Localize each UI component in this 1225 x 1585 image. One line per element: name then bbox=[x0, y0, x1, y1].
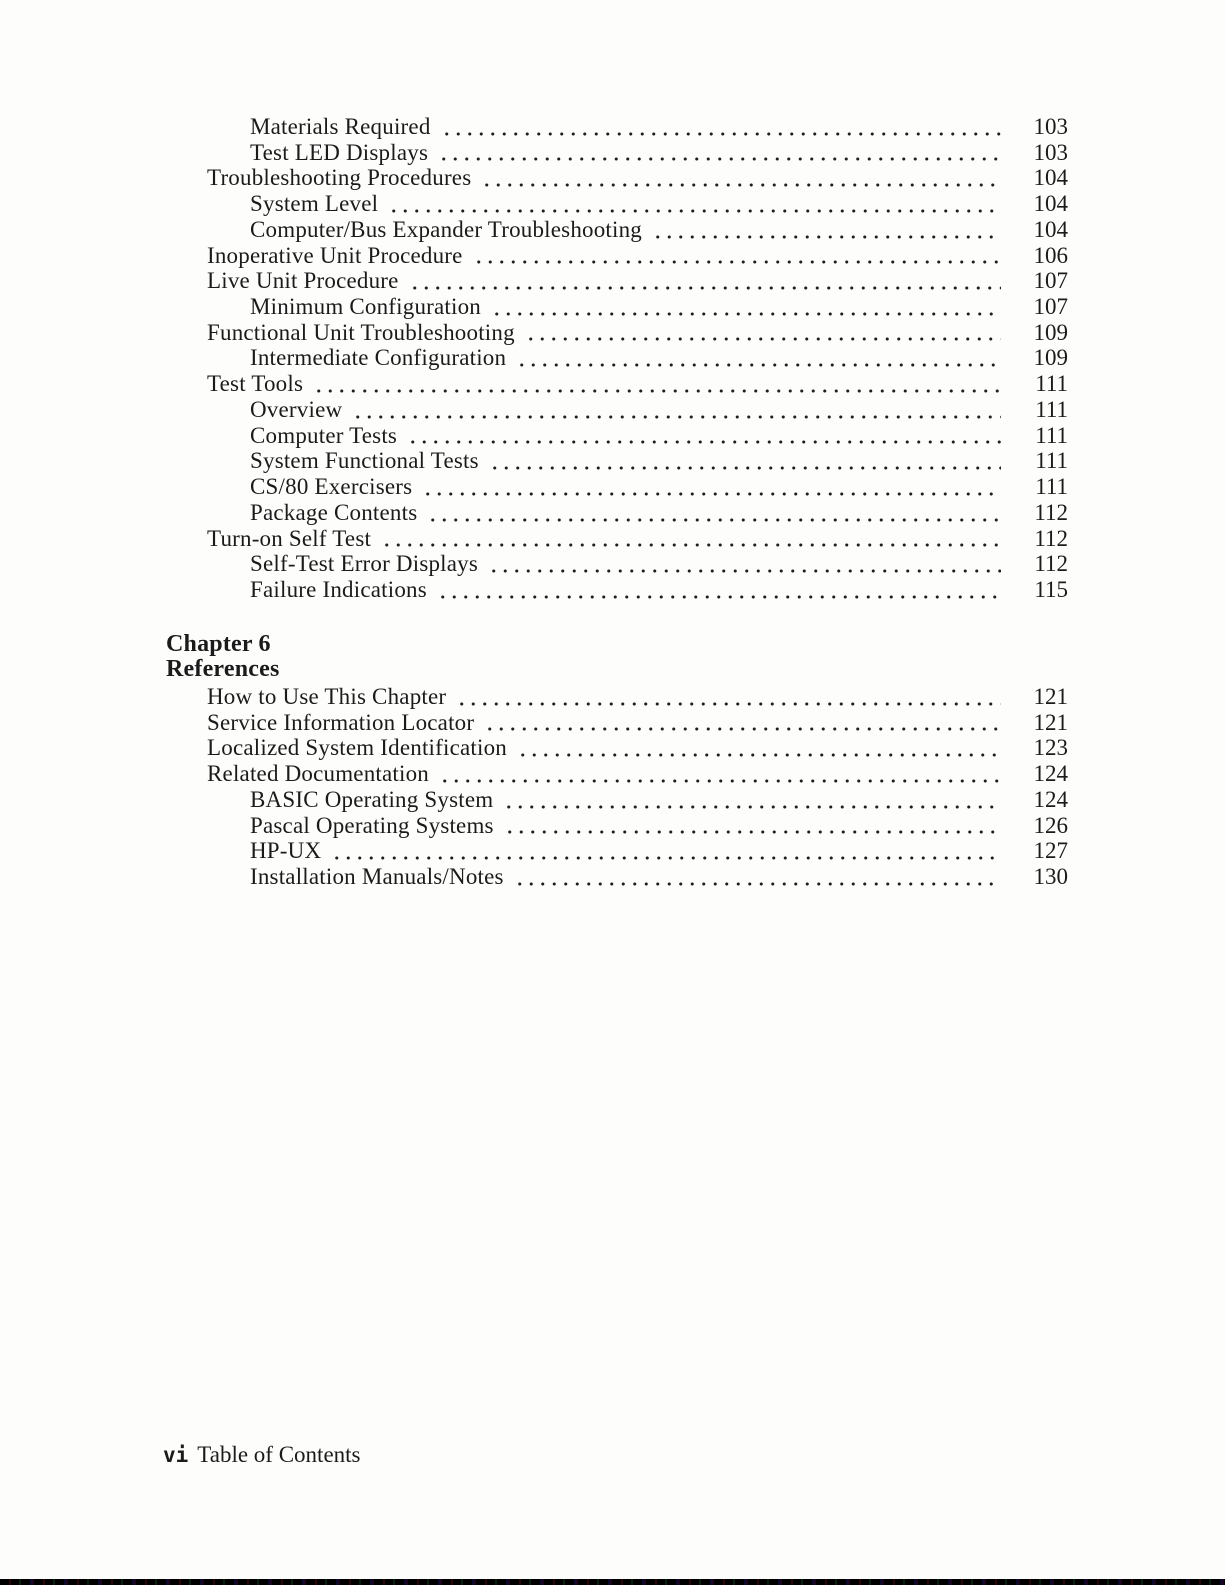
toc-entry-title: BASIC Operating System bbox=[250, 786, 494, 812]
dot-leader bbox=[404, 423, 1001, 449]
toc-entry-row bbox=[207, 114, 1068, 140]
toc-entry-page-number: 104 bbox=[1033, 216, 1068, 242]
toc-entry-row bbox=[207, 864, 1068, 890]
toc-entry-title: Materials Required bbox=[250, 114, 431, 139]
toc-entry-title: Computer Tests bbox=[250, 422, 398, 448]
dot-leader bbox=[434, 577, 1001, 603]
toc-entry-page-number: 111 bbox=[1035, 422, 1068, 448]
toc-entry-page-number: 121 bbox=[1033, 709, 1068, 735]
toc-entry-page-number: 107 bbox=[1033, 268, 1068, 294]
toc-entry-title: Minimum Configuration bbox=[250, 294, 481, 320]
chapter-title-label: References bbox=[166, 655, 280, 682]
toc-entry-row bbox=[207, 268, 1068, 294]
dot-leader bbox=[453, 684, 1001, 710]
dot-leader bbox=[513, 345, 1001, 371]
toc-entry-page-number: 130 bbox=[1033, 864, 1068, 890]
toc-entry-page-number: 107 bbox=[1033, 294, 1068, 320]
dot-leader bbox=[436, 761, 1001, 787]
toc-entry-page-number: 103 bbox=[1033, 139, 1068, 165]
toc-entry-title: Self-Test Error Displays bbox=[250, 551, 479, 577]
dot-leader bbox=[435, 140, 1001, 166]
toc-entry-row bbox=[207, 761, 1068, 787]
toc-entry-page-number: 112 bbox=[1034, 499, 1068, 525]
toc-entry-row bbox=[207, 500, 1068, 526]
toc-entry-page-number: 121 bbox=[1033, 684, 1068, 709]
toc-entry-row bbox=[207, 577, 1068, 603]
dot-leader bbox=[481, 710, 1001, 736]
toc-entry-page-number: 109 bbox=[1033, 319, 1068, 345]
dot-leader bbox=[501, 813, 1001, 839]
toc-entry-title: Pascal Operating Systems bbox=[250, 812, 494, 838]
toc-entry-row bbox=[207, 838, 1068, 864]
toc-entry-row bbox=[207, 165, 1068, 191]
dot-leader bbox=[310, 371, 1001, 397]
toc-entry-title: Live Unit Procedure bbox=[207, 268, 399, 294]
toc-entry-row bbox=[207, 735, 1068, 761]
dot-leader bbox=[424, 500, 1001, 526]
toc-entry-page-number: 104 bbox=[1033, 191, 1068, 217]
toc-entry-row bbox=[207, 191, 1068, 217]
dot-leader bbox=[649, 217, 1001, 243]
dot-leader bbox=[378, 526, 1001, 552]
dot-leader bbox=[470, 243, 1001, 269]
toc-entry-title: How to Use This Chapter bbox=[207, 684, 447, 709]
dot-leader bbox=[488, 294, 1001, 320]
toc-entry-title: Localized System Identification bbox=[207, 735, 507, 761]
toc-entry-row bbox=[207, 474, 1068, 500]
toc-entry-title: Failure Indications bbox=[250, 576, 427, 602]
toc-entry-title: System Level bbox=[250, 191, 379, 217]
toc-entry-page-number: 109 bbox=[1033, 345, 1068, 371]
toc-section-continued bbox=[207, 114, 1068, 603]
toc-entry-title: Test Tools bbox=[207, 371, 304, 397]
toc-entry-title: CS/80 Exercisers bbox=[250, 474, 413, 500]
toc-entry-title: Package Contents bbox=[250, 499, 418, 525]
toc-entry-title: System Functional Tests bbox=[250, 448, 479, 474]
dot-leader bbox=[500, 787, 1001, 813]
chapter-number-label: Chapter 6 bbox=[166, 631, 271, 657]
dot-leader bbox=[511, 864, 1001, 890]
toc-entry-page-number: 127 bbox=[1033, 838, 1068, 864]
dot-leader bbox=[406, 268, 1001, 294]
toc-entry-row bbox=[207, 371, 1068, 397]
toc-entry-row bbox=[207, 448, 1068, 474]
page-footer bbox=[163, 1442, 361, 1468]
toc-entry-title: Service Information Locator bbox=[207, 709, 475, 735]
dot-leader bbox=[328, 838, 1001, 864]
toc-entry-title: Inoperative Unit Procedure bbox=[207, 242, 463, 268]
toc-entry-title: Installation Manuals/Notes bbox=[250, 864, 504, 890]
toc-entry-row bbox=[207, 526, 1068, 552]
toc-entry-title: Intermediate Configuration bbox=[250, 345, 507, 371]
toc-entry-row bbox=[207, 320, 1068, 346]
toc-entry-title: Related Documentation bbox=[207, 761, 429, 787]
dot-leader bbox=[349, 397, 1001, 423]
folio-page-number: vi bbox=[163, 1443, 189, 1467]
dot-leader bbox=[385, 191, 1001, 217]
toc-entry-row bbox=[207, 684, 1068, 710]
toc-section-references bbox=[207, 684, 1068, 890]
dot-leader bbox=[522, 320, 1001, 346]
toc-entry-title: Computer/Bus Expander Troubleshooting bbox=[250, 216, 643, 242]
toc-entry-page-number: 111 bbox=[1035, 474, 1068, 500]
toc-entry-row bbox=[207, 551, 1068, 577]
toc-entry-page-number: 112 bbox=[1034, 551, 1068, 577]
toc-entry-page-number: 112 bbox=[1034, 525, 1068, 551]
toc-entry-row bbox=[207, 710, 1068, 736]
toc-entry-row bbox=[207, 243, 1068, 269]
toc-entry-row bbox=[207, 345, 1068, 371]
scan-edge-artifact bbox=[0, 1579, 1225, 1585]
toc-entry-page-number: 111 bbox=[1035, 448, 1068, 474]
dot-leader bbox=[486, 448, 1001, 474]
dot-leader bbox=[438, 114, 1001, 140]
dot-leader bbox=[478, 165, 1001, 191]
toc-entry-row bbox=[207, 787, 1068, 813]
toc-entry-page-number: 103 bbox=[1033, 114, 1068, 139]
toc-entry-title: Functional Unit Troubleshooting bbox=[207, 319, 515, 345]
toc-entry-page-number: 123 bbox=[1033, 735, 1068, 761]
toc-entry-row bbox=[207, 423, 1068, 449]
toc-entry-title: Overview bbox=[250, 396, 343, 422]
toc-entry-page-number: 111 bbox=[1035, 396, 1068, 422]
toc-entry-title: Test LED Displays bbox=[250, 139, 429, 165]
chapter-heading bbox=[166, 632, 280, 681]
toc-entry-page-number: 111 bbox=[1035, 371, 1068, 397]
toc-entry-page-number: 115 bbox=[1034, 576, 1068, 602]
toc-entry-row bbox=[207, 397, 1068, 423]
toc-entry-title: Turn-on Self Test bbox=[207, 525, 372, 551]
dot-leader bbox=[485, 551, 1001, 577]
toc-entry-row bbox=[207, 140, 1068, 166]
dot-leader bbox=[514, 735, 1001, 761]
toc-entry-page-number: 124 bbox=[1033, 786, 1068, 812]
dot-leader bbox=[419, 474, 1001, 500]
toc-entry-title: Troubleshooting Procedures bbox=[207, 165, 472, 191]
toc-entry-page-number: 106 bbox=[1033, 242, 1068, 268]
toc-entry-row bbox=[207, 294, 1068, 320]
footer-section-title: Table of Contents bbox=[197, 1442, 361, 1467]
toc-entry-title: HP-UX bbox=[250, 838, 322, 864]
toc-entry-page-number: 104 bbox=[1033, 165, 1068, 191]
toc-entry-row bbox=[207, 217, 1068, 243]
toc-entry-page-number: 124 bbox=[1033, 761, 1068, 787]
toc-entry-page-number: 126 bbox=[1033, 812, 1068, 838]
toc-entry-row bbox=[207, 813, 1068, 839]
